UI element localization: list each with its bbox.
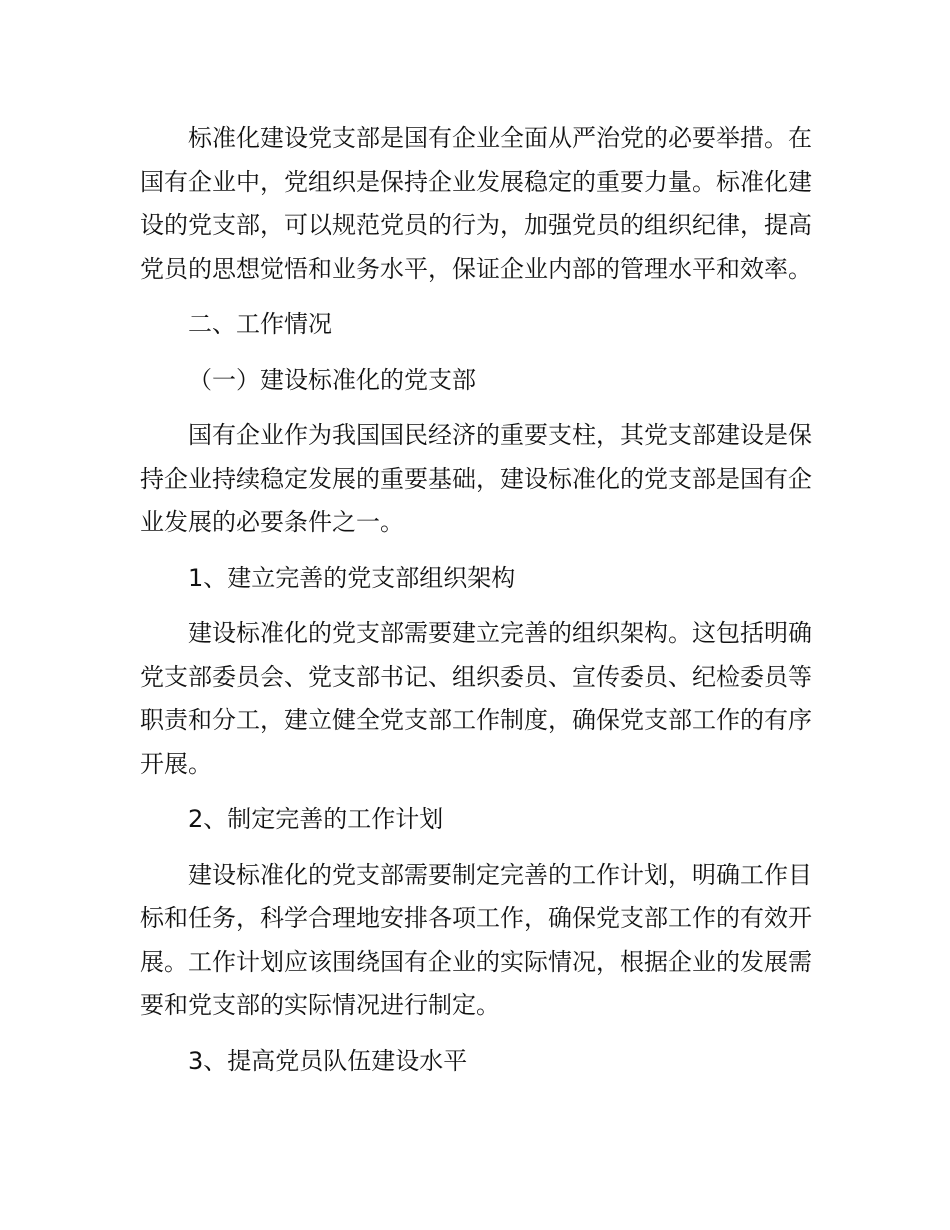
paragraph-organization: 建设标准化的党支部需要建立完善的组织架构。这包括明确党支部委员会、党支部书记、组织委员、宣传委员、纪检委员等职责和分工，建立健全党支部工作制度，确保党支部工作的有序开展。 bbox=[140, 619, 812, 778]
item-heading-member-team: 3、提高党员队伍建设水平 bbox=[188, 1046, 468, 1075]
subsection-heading-standard-branch: （一）建设标准化的党支部 bbox=[188, 365, 476, 394]
paragraph-work-plan: 建设标准化的党支部需要制定完善的工作计划，明确工作目标和任务，科学合理地安排各项工作，确保党支部工作的有效开展。工作计划应该围绕国有企业的实际情况，根据企业的发展需要和党支部的实际情况进行制定。 bbox=[140, 860, 812, 1019]
paragraph-soe-pillar: 国有企业作为我国国民经济的重要支柱，其党支部建设是保持企业持续稳定发展的重要基础，建设标准化的党支部是国有企业发展的必要条件之一。 bbox=[140, 421, 812, 536]
item-heading-organization: 1、建立完善的党支部组织架构 bbox=[188, 563, 516, 592]
section-heading-work-status: 二、工作情况 bbox=[188, 310, 332, 338]
intro-paragraph: 标准化建设党支部是国有企业全面从严治党的必要举措。在国有企业中，党组织是保持企业发展稳定的重要力量。标准化建设的党支部，可以规范党员的行为，加强党员的组织纪律，提高党员的思想觉悟和业务水平，保证企业内部的管理水平和效率。 bbox=[140, 124, 812, 283]
document-body bbox=[140, 117, 812, 1095]
item-heading-work-plan: 2、制定完善的工作计划 bbox=[188, 805, 444, 833]
